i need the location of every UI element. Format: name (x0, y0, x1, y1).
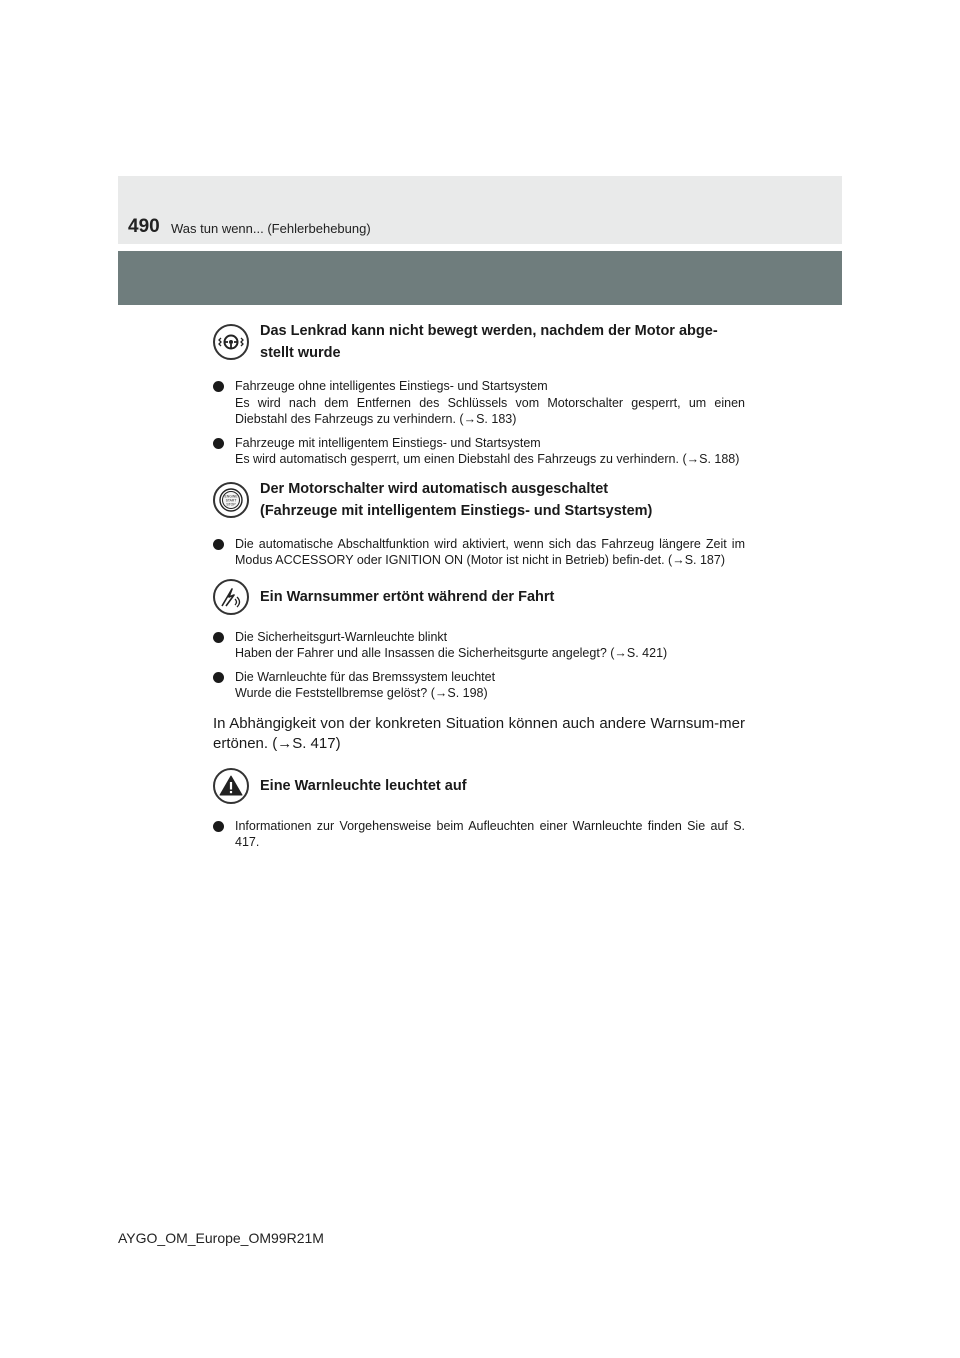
section-title-line: (Fahrzeuge mit intelligentem Einstiegs- und Startsystem) (260, 502, 653, 519)
bullet-text: Es wird nach dem Entfernen des Schlüssels vom Motorschalter gesperrt, um einen Diebstahl des Fahrzeugs zu verhindern. (→S. 183) (235, 395, 745, 426)
section-title: Ein Warnsummer ertönt während der Fahrt (260, 588, 555, 605)
bullet-heading: Die Warnleuchte für das Bremssystem leuchtet (235, 669, 496, 684)
warning-triangle-icon (213, 768, 249, 804)
icon-label: START (225, 498, 237, 502)
section-header (213, 478, 745, 522)
section-title-line: Das Lenkrad kann nicht bewegt werden, nachdem der Motor abge- (260, 323, 718, 339)
note-paragraph: In Abhängigkeit von der konkreten Situation können auch andere Warnsum-mer ertönen. (→S. 417) (213, 714, 745, 752)
section-buzzer (213, 579, 745, 754)
list-item (213, 435, 745, 468)
list-item (213, 669, 745, 702)
steering-wheel-lock-icon (213, 324, 249, 360)
list-item (213, 378, 745, 428)
section-warning-light (213, 768, 745, 851)
section-title: Eine Warnleuchte leuchtet auf (260, 777, 467, 794)
chapter-title: Was tun wenn... (Fehlerbehebung) (171, 221, 371, 236)
section-title (260, 320, 718, 364)
list-item (213, 818, 745, 851)
page-content (213, 320, 745, 861)
section-header (213, 579, 745, 615)
buzzer-sound-icon (213, 579, 249, 615)
section-steering-lock (213, 320, 745, 468)
page-number: 490 (128, 216, 160, 237)
section-header (213, 320, 745, 364)
list-item (213, 536, 745, 569)
bullet-text: Wurde die Feststellbremse gelöst? (→S. 198) (235, 686, 488, 700)
bullet-text: Es wird automatisch gesperrt, um einen Diebstahl des Fahrzeugs zu verhindern. (→S. 188) (235, 452, 740, 466)
section-title-line: stellt wurde (260, 345, 341, 361)
bullet-heading: Fahrzeuge ohne intelligentes Einstiegs- und Startsystem (235, 379, 548, 393)
engine-start-stop-button-icon (213, 482, 249, 518)
section-engine-switch (213, 478, 745, 569)
bullet-heading: Die Sicherheitsgurt-Warnleuchte blinkt (235, 629, 448, 644)
bullet-text: Die automatische Abschaltfunktion wird aktiviert, wenn sich das Fahrzeug längere Zeit im Modus ACCESSORY oder IGNITION ON (Motor ist nicht in Betrieb) befin-det. (→S. 187) (235, 536, 745, 567)
icon-label: STOP (226, 502, 236, 506)
section-title (260, 478, 652, 522)
section-title-line: Der Motorschalter wird automatisch ausgeschaltet (260, 480, 609, 497)
list-item (213, 629, 745, 662)
bullet-text: Informationen zur Vorgehensweise beim Aufleuchten einer Warnleuchte finden Sie auf S. 417. (235, 818, 745, 849)
section-header (213, 768, 745, 804)
bullet-text: Haben der Fahrer und alle Insassen die Sicherheitsgurte angelegt? (→S. 421) (235, 646, 668, 660)
icon-label: ENGINE (224, 494, 238, 498)
bullet-heading: Fahrzeuge mit intelligentem Einstiegs- und Startsystem (235, 435, 541, 450)
footer-doc-id: AYGO_OM_Europe_OM99R21M (118, 1230, 324, 1246)
section-banner (118, 251, 842, 305)
